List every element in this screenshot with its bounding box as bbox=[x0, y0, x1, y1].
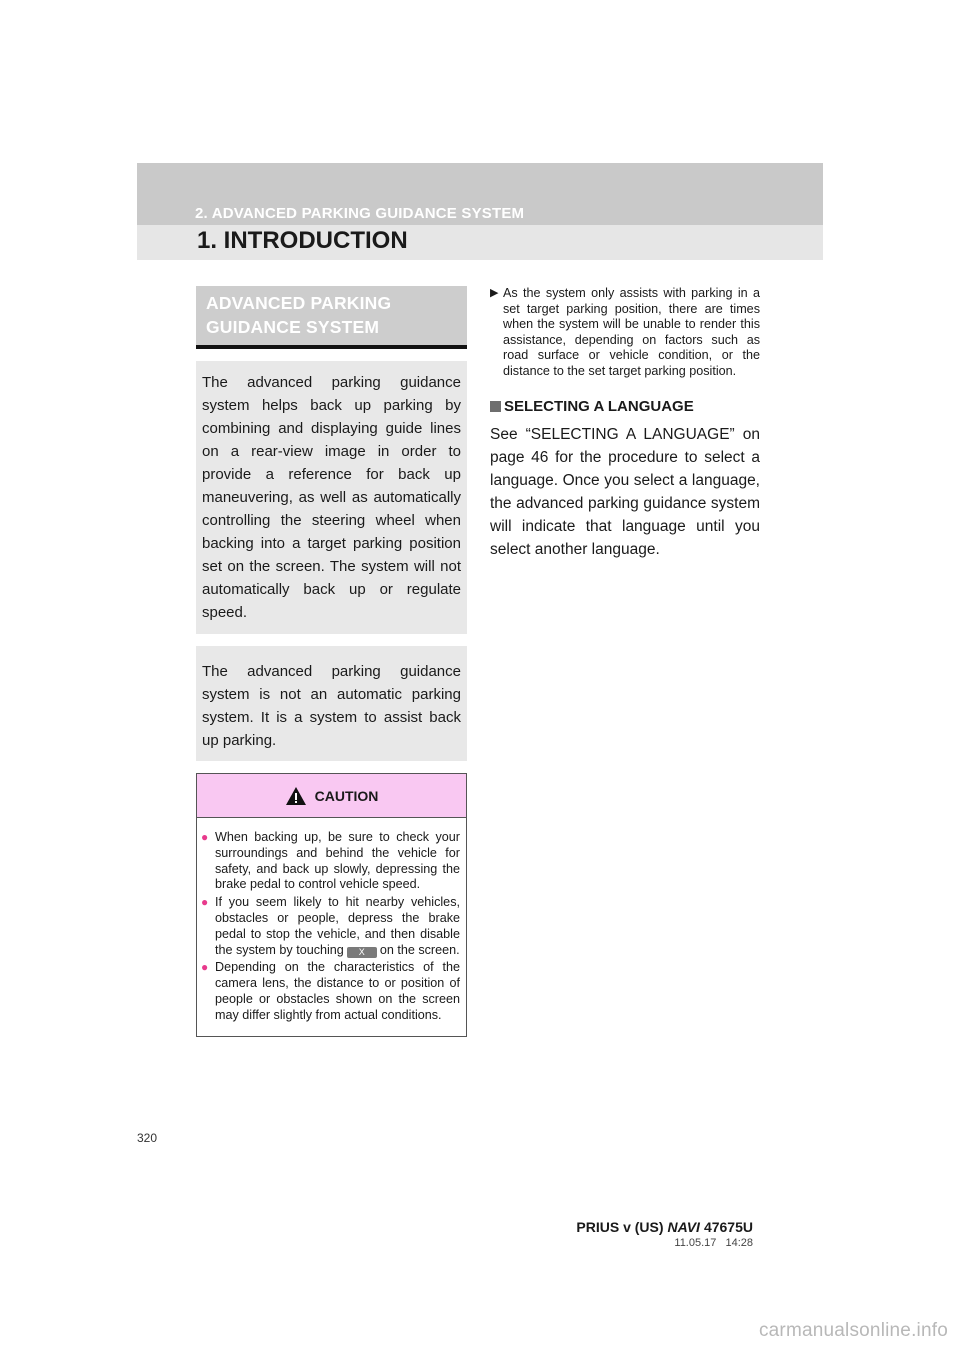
caution-item-text: Depending on the characteristics of the camera lens, the distance to or position of people or obstacles shown on the screen may differ slightly from actual conditions. bbox=[215, 960, 460, 1022]
system-heading-line1: ADVANCED PARKING bbox=[206, 293, 392, 313]
page-number: 320 bbox=[137, 1131, 158, 1145]
right-column bbox=[490, 286, 760, 561]
footer-stamp bbox=[560, 1237, 753, 1249]
note-text: The advanced parking guidance system is not an automatic parking system. It is a system to assist back up parking. bbox=[202, 663, 461, 749]
model-navi: NAVI bbox=[667, 1219, 700, 1235]
language-subheading-text: SELECTING A LANGUAGE bbox=[504, 397, 694, 415]
caution-item bbox=[201, 895, 460, 958]
bullet-dot-icon: ● bbox=[201, 830, 209, 844]
left-column bbox=[196, 286, 467, 1037]
arrow-bullet-icon: ▶ bbox=[490, 287, 499, 299]
intro-box bbox=[196, 361, 467, 634]
section-title: 2. ADVANCED PARKING GUIDANCE SYSTEM bbox=[195, 205, 525, 222]
system-heading bbox=[196, 286, 467, 349]
print-date: 11.05.17 bbox=[674, 1237, 717, 1249]
footer-model bbox=[560, 1219, 753, 1235]
caution-item-text bbox=[215, 895, 460, 958]
assist-note-text: As the system only assists with parking in a set target parking position, there are times when the system will be unable to render this assistance, depending on factors such as road surface or vehicle condition, or the distance to the set target parking position. bbox=[503, 286, 760, 378]
caution-header bbox=[197, 774, 466, 818]
model-code: 47675U bbox=[703, 1219, 753, 1235]
chapter-title: 1. INTRODUCTION bbox=[197, 227, 408, 254]
bullet-dot-icon: ● bbox=[201, 895, 209, 910]
header-band bbox=[137, 163, 823, 260]
language-paragraph: See “SELECTING A LANGUAGE” on page 46 for the procedure to select a language. Once you select a language, the advanced parking guidance system will indicate that language until you select another language. bbox=[490, 425, 760, 558]
square-bullet-icon bbox=[490, 401, 501, 412]
watermark-text: carmanualsonline.info bbox=[758, 1320, 948, 1341]
close-x-button-image: X bbox=[347, 947, 377, 958]
system-heading-line2: GUIDANCE SYSTEM bbox=[206, 317, 380, 337]
caution-item bbox=[201, 830, 460, 893]
warning-icon bbox=[285, 786, 307, 806]
print-time: 14:28 bbox=[725, 1237, 753, 1249]
bullet-dot-icon: ● bbox=[201, 960, 209, 975]
caution-item-text: When backing up, be sure to check your surroundings and behind the vehicle for safety, and back up slowly, depressing the brake pedal to control vehicle speed. bbox=[215, 830, 460, 892]
language-subheading bbox=[490, 398, 760, 415]
caution-body bbox=[197, 818, 466, 1036]
caution-item bbox=[201, 960, 460, 1023]
caution-box bbox=[196, 773, 467, 1037]
model-prefix: PRIUS v (US) bbox=[576, 1219, 664, 1235]
intro-text: The advanced parking guidance system helps back up parking by combining and displaying guide lines on a rear-view image in order to provide a reference for back up maneuvering, as well as automatically controlling the steering wheel when backing into a target parking position set on the screen. The system will not automatically back up or regulate speed. bbox=[202, 374, 461, 621]
note-box bbox=[196, 646, 467, 761]
watermark bbox=[0, 1320, 960, 1342]
assist-note bbox=[490, 286, 760, 380]
caution-item2-before: If you seem likely to hit nearby vehicles, obstacles or people, depress the brake pedal to stop the vehicle, and then disable the system by touching bbox=[215, 895, 460, 957]
caution-title: CAUTION bbox=[314, 787, 379, 804]
caution-item2-after: on the screen. bbox=[379, 942, 460, 957]
